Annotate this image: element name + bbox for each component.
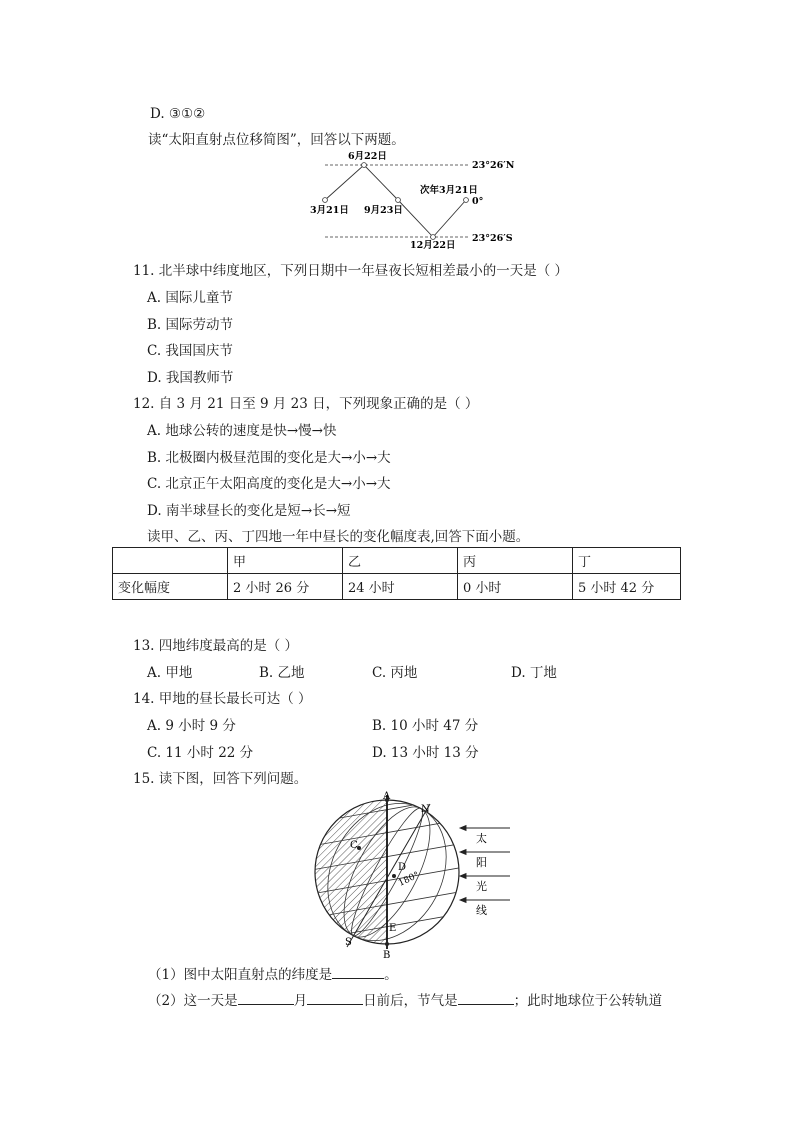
intro-table: 读甲、乙、丙、丁四地一年中昼长的变化幅度表,回答下面小题。 [147,529,530,545]
label-n: N [421,804,430,815]
q10-option-d: D. ③①② [150,106,206,122]
q11-option-c: C. 我国国庆节 [147,343,233,359]
answer-blank[interactable] [238,990,294,1005]
table-header-cell: 丁 [573,548,681,574]
label-sep23: 9月23日 [364,205,403,216]
q14-option-d: D. 13 小时 13 分 [372,745,479,761]
label-s: S [345,937,352,948]
q14-option-b: B. 10 小时 47 分 [372,718,479,734]
globe-illumination-diagram [300,790,530,960]
answer-blank[interactable] [458,990,514,1005]
point-mar21 [323,198,328,203]
q11-option-a: A. 国际儿童节 [147,290,233,306]
table-header-cell: 乙 [343,548,458,574]
q12-stem: 12. 自 3 月 21 日至 9 月 23 日，下列现象正确的是（ ） [133,396,479,412]
sun-char-2: 阳 [476,856,487,869]
q14-stem: 14. 甲地的昼长最长可达（ ） [133,691,312,707]
sun-char-3: 光 [476,880,487,893]
q15-stem: 15. 读下图，回答下列问题。 [133,771,308,787]
q15-sub1-prefix: （1）图中太阳直射点的纬度是 [148,967,333,983]
q15-sub2-part-a: （2）这一天是 [148,993,238,1009]
point-sep23 [396,198,401,203]
q14-option-a: A. 9 小时 9 分 [147,718,236,734]
label-lat-n: 23°26′N [472,160,515,171]
sun-char-1: 太 [476,832,487,845]
table-header-cell: 甲 [228,548,343,574]
table-row [113,574,681,600]
q15-sub2 [148,990,662,1010]
q13-stem: 13. 四地纬度最高的是（ ） [133,638,299,654]
answer-blank[interactable] [307,990,363,1005]
table-header-row [113,548,681,574]
table-row-label: 变化幅度 [113,574,228,600]
table-header-cell: 丙 [458,548,573,574]
sun-migration-diagram [300,148,530,251]
q13-option-c: C. 丙地 [372,665,418,681]
answer-blank[interactable] [332,964,384,979]
q11-option-b: B. 国际劳动节 [147,317,234,333]
label-dec22: 12月22日 [410,240,456,251]
q13-option-b: B. 乙地 [259,665,305,681]
day-length-table [112,547,681,600]
q13-option-d: D. 丁地 [511,665,557,681]
label-mar21: 3月21日 [310,205,349,216]
table-cell: 2 小时 26 分 [228,574,343,600]
point-next-mar21 [464,198,469,203]
q15-sub1-suffix: 。 [384,967,398,983]
label-angle: 180° [397,870,421,889]
label-jun22: 6月22日 [348,151,387,162]
q15-sub2-part-b: 月 [293,993,308,1009]
table-cell: 0 小时 [458,574,573,600]
point-jun22 [362,163,367,168]
label-d: D [398,862,407,873]
table-cell: 5 小时 42 分 [573,574,681,600]
q12-option-c: C. 北京正午太阳高度的变化是大→小→大 [147,476,391,492]
table-header-cell [113,548,228,574]
q15-sub2-part-c: 日前后，节气是 [363,993,458,1009]
label-c: C [350,840,358,851]
label-a: A [383,791,391,802]
q13-option-a: A. 甲地 [147,665,193,681]
label-lat-s: 23°26′S [472,233,513,244]
q15-sub1 [148,964,398,984]
q12-option-b: B. 北极圈内极昼范围的变化是大→小→大 [147,450,391,466]
q12-option-d: D. 南半球昼长的变化是短→长→短 [147,503,351,519]
table-cell: 24 小时 [343,574,458,600]
label-next-mar21: 次年3月21日 [420,185,478,196]
label-e: E [389,923,397,934]
q11-stem: 11. 北半球中纬度地区，下列日期中一年昼夜长短相差最小的一天是（ ） [133,263,569,279]
point-dec22 [431,235,436,240]
label-lat-0: 0° [472,196,484,207]
q15-sub2-part-d: ；此时地球位于公转轨道 [513,993,663,1009]
q12-option-a: A. 地球公转的速度是快→慢→快 [147,423,337,439]
q14-option-c: C. 11 小时 22 分 [147,745,254,761]
label-b: B [383,950,391,960]
sun-char-4: 线 [476,904,487,917]
q11-option-d: D. 我国教师节 [147,370,234,386]
intro-figure-1: 读“太阳直射点位移简图”，回答以下两题。 [148,132,405,148]
